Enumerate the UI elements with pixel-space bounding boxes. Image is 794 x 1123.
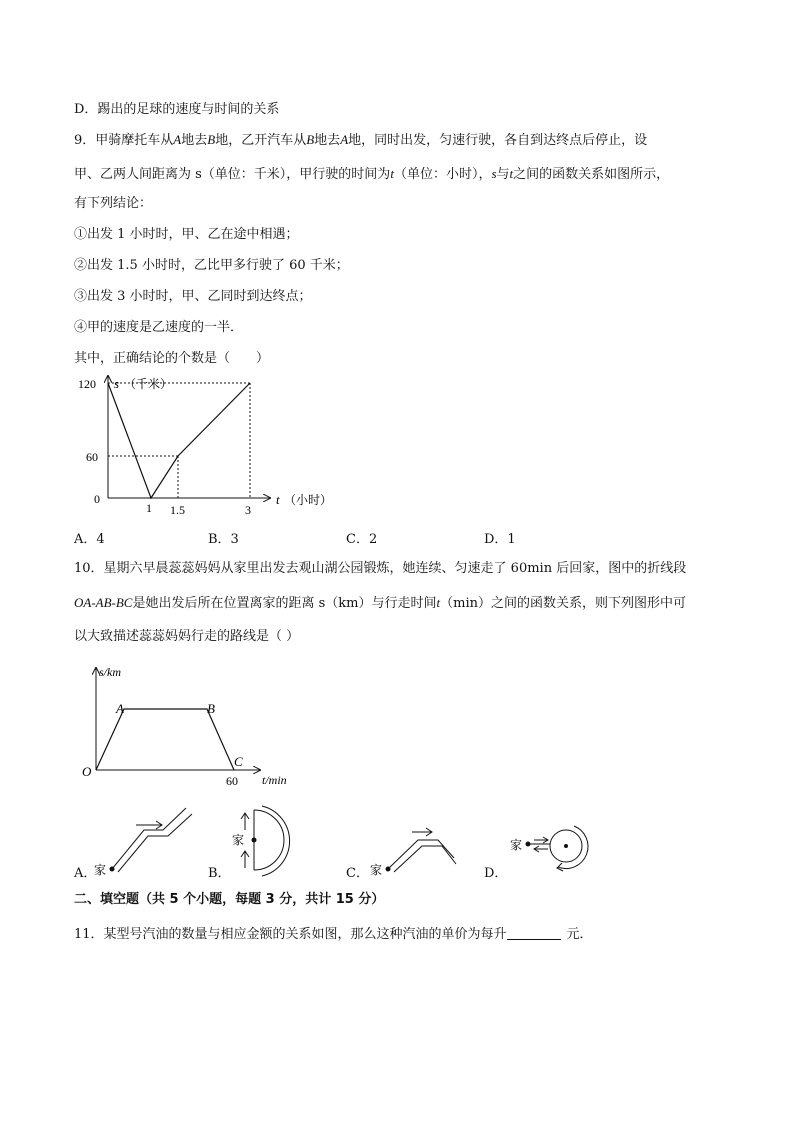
q9-line-1: 9．甲骑摩托车从A地去B地，乙开汽车从B地去A地，同时出发，匀速行驶，各自到达终点后停止，设: [74, 132, 648, 148]
q10-option-c[interactable]: C．: [346, 866, 369, 881]
x-tick-1-5: 1.5: [170, 503, 185, 517]
x-var-label: t: [276, 492, 280, 507]
q10-option-d[interactable]: D．: [484, 866, 508, 881]
q9-option-c[interactable]: C．2: [346, 532, 378, 547]
q10-option-a-figure: [88, 800, 198, 880]
outer-arc-head: [557, 863, 563, 871]
y-tick-0: 0: [94, 492, 100, 506]
q9-question: 其中，正确结论的个数是（ ）: [74, 351, 270, 366]
home-label: 家: [510, 838, 523, 852]
q8-option-d: D．踢出的足球的速度与时间的关系: [74, 102, 280, 117]
y-unit-label: （千米）: [124, 377, 173, 391]
q9-graph: [74, 372, 344, 522]
path-line: [112, 808, 186, 869]
q9-option-b[interactable]: B．3: [208, 532, 239, 547]
home-label: 家: [232, 833, 245, 847]
origin-label: O: [82, 764, 92, 779]
home-label: 家: [370, 863, 383, 877]
outer-arc-icon: [262, 806, 290, 876]
q10-line-1: 10．星期六早晨蕊蕊妈妈从家里出发去观山湖公园锻炼，她连续、匀速走了 60min 后回家，图中的折线段: [74, 561, 687, 576]
point-c-label: C: [234, 754, 243, 769]
y-label: s/km: [99, 665, 121, 679]
q9-conclusion-4: ④甲的速度是乙速度的一半．: [74, 320, 244, 335]
x-unit-label: （小时）: [284, 493, 333, 507]
path-line-2: [118, 814, 192, 872]
semicircle-path: [254, 810, 284, 870]
distance-line: [108, 383, 250, 498]
section-2-heading: 二、填空题（共 5 个小题，每题 3 分，共计 15 分）: [74, 892, 385, 907]
walk-line: [96, 709, 234, 770]
point-b-label: B: [207, 701, 215, 716]
y-tick-60: 60: [86, 450, 98, 464]
q9-conclusion-1: ①出发 1 小时时，甲、乙在途中相遇；: [74, 227, 299, 242]
q9-conclusion-3: ③出发 3 小时时，甲、乙同时到达终点；: [74, 289, 312, 304]
home-label: 家: [94, 863, 107, 877]
q9-option-a[interactable]: A．4: [74, 532, 105, 547]
q9-line-2: 甲、乙两人间距离为 s（单位：千米），甲行驶的时间为t（单位：小时），s与t之间的函数关系如图所示，: [74, 166, 670, 182]
path-line: [388, 840, 454, 869]
q10-option-c-figure: [368, 824, 468, 880]
q10-option-a[interactable]: A．: [74, 866, 97, 881]
q9-conclusion-2: ②出发 1.5 小时时，乙比甲多行驶了 60 千米；: [74, 258, 349, 273]
q9-line-3: 有下列结论：: [74, 196, 153, 211]
q11-line: 11．某型号汽油的数量与相应金额的关系如图，那么这种汽油的单价为每升 元．: [74, 927, 593, 942]
x-tick-1: 1: [146, 501, 152, 515]
q9-option-d[interactable]: D．1: [484, 532, 516, 547]
q10-line-3: 以大致描述蕊蕊妈妈行走的路线是（ ）: [74, 629, 300, 644]
lake-center: [564, 844, 568, 848]
q10-graph: [74, 662, 314, 792]
outer-arc-icon: [558, 826, 588, 869]
y-var-label: s: [114, 376, 120, 391]
x-tick-60: 60: [226, 774, 238, 788]
q10-line-2: OA-AB-BC是她出发后所在位置离家的距离 s（km）与行走时间t（min）之间的函数关系，则下列图形中可: [74, 595, 686, 611]
y-tick-120: 120: [78, 377, 96, 391]
x-label: t/min: [262, 773, 287, 787]
q10-option-b-figure: [228, 804, 298, 880]
q10-option-d-figure: [508, 822, 598, 878]
point-a-label: A: [116, 701, 124, 716]
q11-blank[interactable]: [507, 927, 561, 940]
q10-option-b[interactable]: B．: [208, 866, 231, 881]
x-tick-3: 3: [245, 503, 251, 517]
